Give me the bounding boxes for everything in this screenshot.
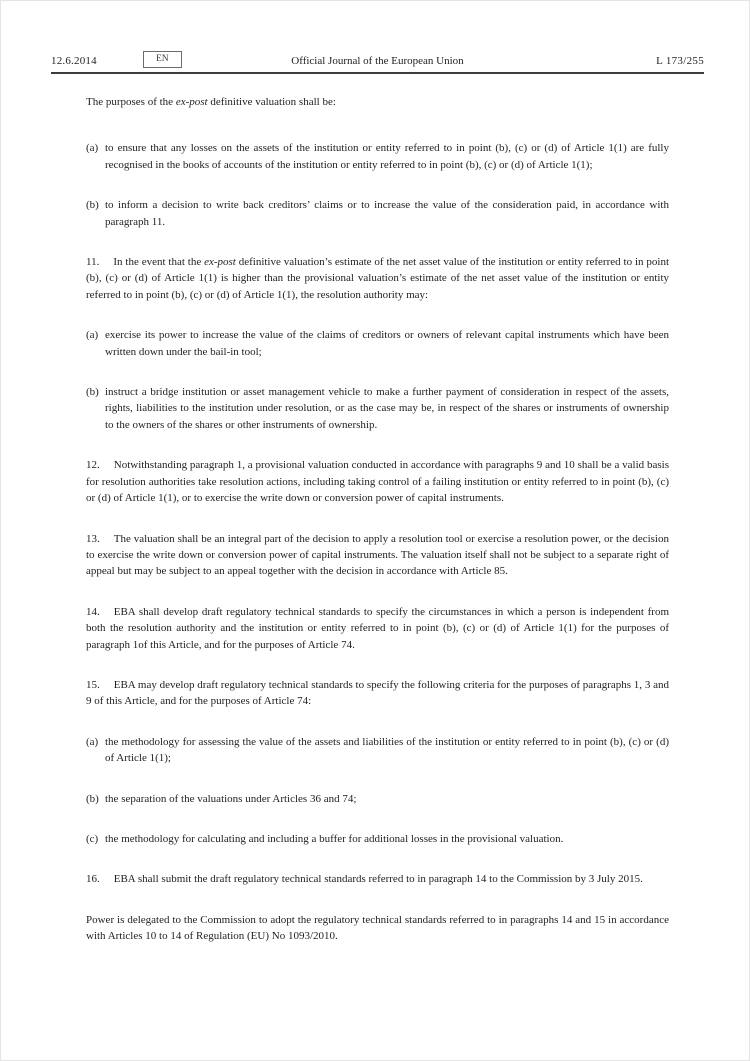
list-item-label: (b) [86, 792, 99, 805]
list-item-1a [86, 140, 669, 173]
paragraph-number: 13. [86, 532, 100, 545]
paragraph-text: Notwithstanding paragraph 1, a provisional valuation conducted in accordance with paragraphs 9 and 10 shall be a valid basis for resolution authorities take resolution actions, including taking control of a failing institution or entity referred to in point (b), (c) or (d) of Article 1(1), or to exercise the write down or conversion power of capital instruments. [86, 459, 669, 505]
intro-text-post: definitive valuation shall be: [207, 96, 336, 108]
list-item-label: (a) [86, 329, 99, 342]
list-item-label: (c) [86, 832, 99, 845]
list-item-15c [86, 831, 669, 847]
list-item-text: exercise its power to increase the value of the claims of creditors or owners of relevant capital instruments which have been written down under the bail-in tool; [105, 329, 669, 358]
paragraph-number: 15. [86, 678, 100, 691]
paragraph-text: The valuation shall be an integral part of the decision to apply a resolution tool or exercise a resolution power, or the decision to exercise the write down or conversion power of capital instruments. The valuation itself shall not be subject to a separate right of appeal but may be subject to an appeal together with the decision in accordance with Article 85. [86, 532, 669, 578]
list-item-1b [86, 197, 669, 230]
header-page-number: L 173/255 [656, 55, 704, 67]
paragraph-16 [86, 871, 669, 887]
list-item-label: (a) [86, 735, 99, 748]
paragraph-text-italic: ex-post [204, 256, 236, 269]
list-item-label: (b) [86, 386, 99, 399]
paragraph-text: Power is delegated to the Commission to adopt the regulatory technical standards referred to in paragraphs 14 and 15 in accordance with Articles 10 to 14 of Regulation (EU) No 1093/2010. [86, 913, 669, 943]
paragraph-number: 14. [86, 605, 100, 618]
header-title: Official Journal of the European Union [291, 55, 464, 67]
paragraph-number: 16. [86, 873, 100, 886]
list-item-15a [86, 734, 669, 767]
list-item-text: to ensure that any losses on the assets of the institution or entity referred to in point (b), (c) or (d) of Article 1(1) are fully recognised in the books of accounts of the institution or entity referred to in point (b), (c) or (d) of Article 1(1); [105, 142, 669, 171]
paragraph-text-post: definitive valuation’s estimate of the net asset value of the institution or entity referred to in point (b), (c) or (d) of Article 1(1) is higher than the provisional valuation’s estimate of the net asset value of the institution or entity referred to in point (b), (c) or (d) of Article 1(1), the resolution authority may: [86, 256, 669, 301]
list-item-label: (a) [86, 142, 99, 155]
closing-paragraph [86, 912, 669, 945]
paragraph-text: EBA may develop draft regulatory technical standards to specify the following criteria for the purposes of paragraphs 1, 3 and 9 of this Article, and for the purposes of Article 74: [86, 678, 669, 708]
list-item-text: to inform a decision to write back creditors’ claims or to increase the value of the consideration paid, in accordance with paragraph 11. [105, 199, 669, 228]
list-item-text: instruct a bridge institution or asset management vehicle to make a further payment of consideration in respect of the assets, rights, liabilities to the institution under resolution, or as the case may be, in respect of the shares or instruments of ownership to the owners of the shares or other instruments of ownership. [105, 386, 669, 431]
list-item-11a [86, 327, 669, 360]
intro-paragraph [86, 94, 669, 110]
list-item-label: (b) [86, 199, 99, 212]
language-badge: EN [143, 51, 182, 68]
paragraph-text: EBA shall develop draft regulatory technical standards to specify the circumstances in which a person is independent from both the resolution authority and the institution or entity referred to in point (b), (c) or (d) of Article 1(1) for the purposes of paragraph 1of this Article, and for the purposes of Article 74. [86, 605, 669, 651]
document-body [86, 94, 669, 945]
header-rule [51, 72, 704, 74]
intro-text-pre: The purposes of the [86, 96, 176, 108]
paragraph-14 [86, 604, 669, 653]
page-header [51, 51, 704, 73]
paragraph-text: EBA shall submit the draft regulatory technical standards referred to in paragraph 14 to the Commission by 3 July 2015. [113, 873, 643, 886]
list-item-text: the methodology for assessing the value of the assets and liabilities of the institution or entity referred to in point (b), (c) or (d) of Article 1(1); [105, 735, 669, 765]
list-item-text: the methodology for calculating and including a buffer for additional losses in the provisional valuation. [105, 832, 564, 845]
paragraph-12 [86, 457, 669, 506]
paragraph-number: 12. [86, 459, 100, 472]
paragraph-15 [86, 677, 669, 710]
paragraph-text-pre: In the event that the [113, 256, 205, 269]
paragraph-11 [86, 254, 669, 303]
paragraph-13 [86, 531, 669, 580]
list-item-15b [86, 791, 669, 807]
list-item-text: the separation of the valuations under Articles 36 and 74; [105, 792, 357, 805]
header-date: 12.6.2014 [51, 55, 97, 67]
intro-text-italic: ex-post [175, 96, 208, 108]
paragraph-number: 11. [86, 256, 100, 269]
list-item-11b [86, 384, 669, 433]
